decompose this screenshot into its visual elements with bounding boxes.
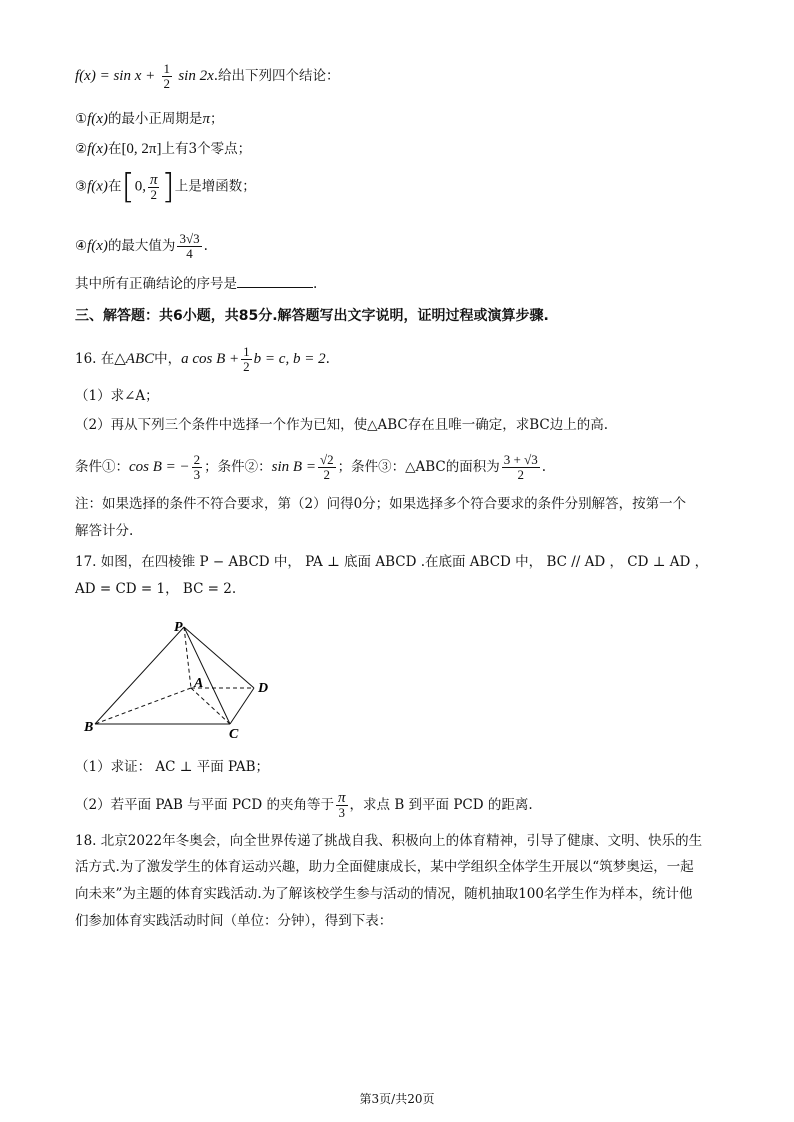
label-C: C — [229, 727, 239, 740]
edge-CD — [230, 688, 254, 724]
intro-text: .给出下列四个结论： — [213, 68, 340, 84]
fraction-q16-half: $\frac{1}{2}$ — [243, 344, 250, 374]
label-D: D — [258, 681, 269, 696]
section-heading: 三、解答题：共6小题，共85分.解答题写出文字说明，证明过程或演算步骤. — [75, 308, 549, 324]
q17-part2: （2）若平面 PAB 与平面 PCD 的夹角等于 $\frac{\pi}{3}$ ，求点 B 到平面 PCD 的距离. — [75, 790, 533, 820]
conclusion-4: ④f(x)的最大值为 $\frac{3√3}{4}$ . — [75, 231, 208, 261]
answer-prompt: 其中所有正确结论的序号是 . — [75, 276, 318, 292]
q16-stem: 16. 在△ABC中，a cos B + $\frac{1}{2}$ b = c, b = 2. — [75, 344, 330, 374]
q16-note-line1: 注：如果选择的条件不符合要求，第（2）问得0分；如果选择多个符合要求的条件分别解答，按第一个 — [75, 496, 687, 512]
edge-PC — [184, 627, 230, 724]
function-expression-prefix: f(x) = sin x + — [75, 68, 156, 84]
pyramid-figure — [80, 615, 280, 740]
q18-line2: 活方式.为了激发学生的体育运动兴趣，助力全面健康成长，某中学组织全体学生开展以“筑梦奥运，一起 — [75, 859, 694, 875]
q17-stem-line2: AD = CD = 1， BC = 2. — [75, 581, 237, 597]
conclusion-1: ①f(x)的最小正周期是π； — [75, 111, 224, 127]
label-A: A — [194, 676, 204, 691]
q18-line3: 向未来”为主题的体育实践活动.为了解该校学生参与活动的情况，随机抽取100名学生作为样本，统计他 — [75, 886, 693, 902]
function-expression-suffix: sin 2x — [178, 68, 214, 84]
q16-note-line2: 解答计分. — [75, 523, 134, 539]
edge-AC — [191, 688, 230, 724]
edge-AB — [95, 688, 191, 724]
answer-blank[interactable] — [237, 275, 313, 288]
page-footer: 第3页/共20页 — [359, 1092, 435, 1106]
q16-conditions: 条件①：cos B = − $\frac{2}{3}$ ；条件②：sin B = $\frac{√2}{2}$ ；条件③：△ABC的面积为 $\frac{3 + √3}{2}$ . — [75, 452, 546, 482]
q17-part1: （1）求证： AC ⊥ 平面 PAB； — [75, 759, 270, 775]
conclusion-2: ②f(x)在[0, 2π]上有3个零点； — [75, 141, 252, 157]
fraction-max-value: $\frac{3√3}{4}$ — [179, 231, 200, 261]
fraction-one-half: $\frac{1}{2}$ — [163, 61, 171, 91]
q16-part1: （1）求∠A； — [75, 388, 159, 404]
label-B: B — [84, 720, 94, 735]
function-definition — [75, 62, 340, 91]
conclusion-3: ③f(x)在[0, $\frac{\pi}{2}$ ]上是增函数； — [75, 167, 256, 207]
label-P: P — [174, 620, 183, 635]
q18-line1: 18. 北京2022年冬奥会，向全世界传递了挑战自我、积极向上的体育精神，引导了健康、文明、快乐的生 — [75, 833, 703, 849]
edge-PA — [184, 627, 191, 688]
q18-line4: 们参加体育实践活动时间（单位：分钟），得到下表： — [75, 913, 393, 929]
q16-part2: （2）再从下列三个条件中选择一个作为已知，使△ABC存在且唯一确定，求BC边上的高. — [75, 417, 609, 433]
edge-PB — [95, 627, 184, 724]
q17-stem-line1: 17. 如图，在四棱锥 P − ABCD 中， PA ⊥ 底面 ABCD .在底面 ABCD 中， BC // AD ， CD ⊥ AD ， — [75, 554, 709, 570]
fraction-pi-over-2: $\frac{\pi}{2}$ — [149, 171, 158, 202]
